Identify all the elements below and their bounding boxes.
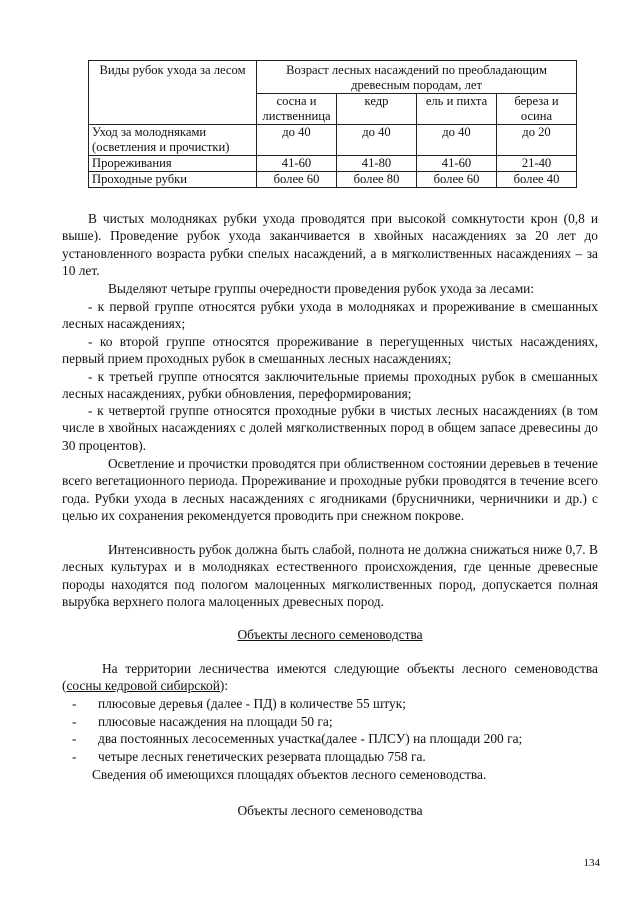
paragraph-text: - к первой группе относятся рубки ухода в молодняках и прореживание в смешанных лесных насаждениях; [62, 299, 598, 332]
table-subheader-cell: ель и пихта [417, 94, 497, 125]
table-row [89, 125, 577, 156]
paragraph-text: Интенсивность рубок должна быть слабой, полнота не должна снижаться ниже 0,7. В лесных культурах и в молодняках естественного происхождения, где ценные древесные породы находятся под пологом малоценных мягколиственных пород, допускается полная вырубка верхнего полога малоценных древесных пород. [62, 542, 598, 610]
table-cell: до 40 [417, 125, 497, 156]
paragraph-group-first [62, 298, 598, 333]
paragraph-group-second [62, 333, 598, 368]
list-dash: - [72, 749, 77, 764]
table-cell: более 40 [497, 172, 577, 188]
table-row [89, 156, 577, 172]
paragraph-underlined-species: сосны кедровой сибирской [66, 678, 220, 694]
table-subheader-cell: кедр [337, 94, 417, 125]
paragraph-text: На территории лесничества имеются следующие объекты лесного семеноводства ( [62, 661, 598, 694]
felling-age-table [88, 60, 577, 188]
list-item-text: плюсовые насаждения на площади 50 га; [98, 714, 333, 729]
paragraph-thinning-timing [62, 455, 598, 525]
table-subheader-cell: сосна и лиственница [257, 94, 337, 125]
list-item-text: четыре лесных генетических резервата площадью 758 га. [98, 749, 426, 764]
paragraph-text: ): [219, 678, 229, 694]
table-header-cell: Виды рубок ухода за лесом [89, 61, 257, 125]
table-cell: более 60 [417, 172, 497, 188]
paragraph-text: - к четвертой группе относятся проходные рубки в чистых лесных насаждениях (в том числе в хвойных насаждениях с долей мягколиственных пород в общем запасе древесины до 30 процентов). [62, 403, 598, 453]
table-cell: до 40 [337, 125, 417, 156]
table-cell: 21-40 [497, 156, 577, 172]
table-cell: 41-80 [337, 156, 417, 172]
paragraph-text: В чистых молодняках рубки ухода проводятся при высокой сомкнутости крон (0,8 и выше). Проведение рубок ухода заканчивается в хвойных насаждениях за 20 лет до установленного возраста рубки спелых насаждений, а в мягколиственных насаждениях – за 10 лет. [62, 211, 598, 279]
table-cell-name: Проходные рубки [89, 172, 257, 188]
list-item-text: плюсовые деревья (далее - ПД) в количестве 55 штук; [98, 696, 406, 711]
paragraph-group-third [62, 368, 598, 403]
list-item [62, 695, 598, 712]
paragraph-intensity [62, 541, 598, 611]
table-cell: до 40 [257, 125, 337, 156]
table-header-group-cell: Возраст лесных насаждений по преобладающим древесным породам, лет [257, 61, 577, 94]
page-number: 134 [583, 857, 600, 869]
table-cell: 41-60 [417, 156, 497, 172]
table-cell-name: Прореживания [89, 156, 257, 172]
table-subheader-cell: береза и осина [497, 94, 577, 125]
list-item [62, 730, 598, 747]
paragraph-text: Осветление и прочистки проводятся при облиственном состоянии деревьев в течение всего вегетационного периода. Прореживание и проходные рубки проводятся в течение всего года. Рубки ухода в лесных насаждениях с ягодниками (брусничники, черничники и др.) с целью их сохранения рекомендуется проводить при снежном покрове. [62, 456, 598, 524]
paragraph-groups-intro [62, 280, 598, 297]
table-cell: более 60 [257, 172, 337, 188]
paragraph-text: Выделяют четыре группы очередности проведения рубок ухода за лесами: [108, 281, 535, 296]
table-cell: более 80 [337, 172, 417, 188]
list-dash: - [72, 714, 77, 729]
list-item [62, 713, 598, 730]
table-cell: 41-60 [257, 156, 337, 172]
paragraph-group-fourth [62, 402, 598, 454]
section-heading-seed-objects: Объекты лесного семеноводства [237, 627, 423, 642]
list-item [62, 748, 598, 765]
table-cell-name: Уход за молодняками (осветления и прочистки) [89, 125, 257, 156]
table-cell: до 20 [497, 125, 577, 156]
paragraph-seed-objects-intro [62, 660, 598, 695]
list-item-text: два постоянных лесосеменных участка(далее - ПЛСУ) на площади 200 га; [98, 731, 523, 746]
section-heading-seed-objects-table: Объекты лесного семеноводства [237, 803, 423, 818]
list-dash: - [72, 731, 77, 746]
table-header-row [89, 61, 577, 94]
paragraph-text: - ко второй группе относятся прореживание в перегущенных чистых насаждениях, первый прием проходных рубок в смешанных лесных насаждениях; [62, 334, 598, 367]
paragraph-dense-young-stands [62, 210, 598, 280]
paragraph-text: Сведения об имеющихся площадях объектов лесного семеноводства. [92, 767, 487, 782]
paragraph-seed-areas [62, 766, 598, 783]
table-row [89, 172, 577, 188]
list-dash: - [72, 696, 77, 711]
paragraph-text: - к третьей группе относятся заключительные приемы проходных рубок в смешанных лесных насаждениях, рубки обновления, переформирования; [62, 369, 598, 402]
